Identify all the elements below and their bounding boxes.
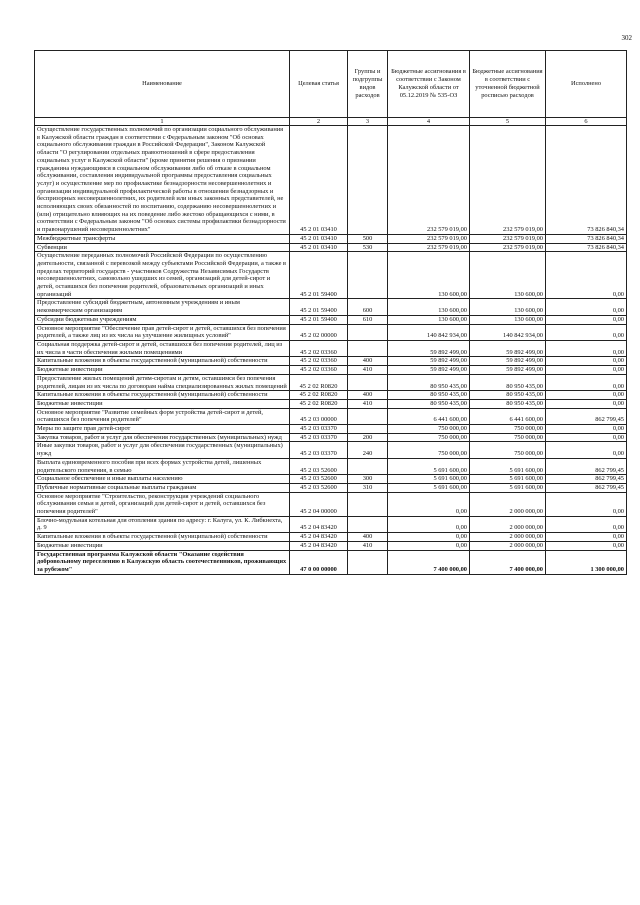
law-amount: 130 600,00 xyxy=(388,299,470,315)
revised-amount: 59 892 499,00 xyxy=(470,340,546,356)
law-amount: 0,00 xyxy=(388,541,470,550)
executed-amount: 0,00 xyxy=(546,340,627,356)
target-code: 45 2 01 59400 xyxy=(290,252,348,299)
header-group: Группы и подгруппы видов расходов xyxy=(348,51,388,118)
executed-amount: 0,00 xyxy=(546,533,627,542)
executed-amount: 862 799,45 xyxy=(546,483,627,492)
group-code: 310 xyxy=(348,483,388,492)
group-code xyxy=(348,252,388,299)
executed-amount: 0,00 xyxy=(546,324,627,340)
target-code: 45 2 04 83420 xyxy=(290,533,348,542)
group-code xyxy=(348,516,388,532)
target-code: 45 2 04 00000 xyxy=(290,492,348,516)
table-row xyxy=(35,357,627,366)
law-amount: 80 950 435,00 xyxy=(388,399,470,408)
row-name: Блочно-модульная котельная для отопления здания по адресу: г. Калуга, ул. К. Либкнехта, д. 9 xyxy=(35,516,290,532)
revised-amount: 232 579 019,00 xyxy=(470,126,546,235)
target-code: 45 2 02 03360 xyxy=(290,366,348,375)
column-number: 3 xyxy=(348,118,388,126)
header-target: Целевая статья xyxy=(290,51,348,118)
revised-amount: 750 000,00 xyxy=(470,433,546,442)
row-name: Капитальные вложения в объекты государственной (муниципальной) собственности xyxy=(35,357,290,366)
executed-amount: 73 826 840,34 xyxy=(546,234,627,243)
table-row xyxy=(35,391,627,400)
target-code: 45 2 03 03370 xyxy=(290,442,348,458)
executed-amount: 0,00 xyxy=(546,442,627,458)
row-name: Бюджетные инвестиции xyxy=(35,541,290,550)
revised-amount: 2 000 000,00 xyxy=(470,533,546,542)
row-name: Основное мероприятие "Обеспечение прав детей-сирот и детей, оставшихся без попечения родителей, а также лиц из их числа на улучшение жилищных условий" xyxy=(35,324,290,340)
group-code: 410 xyxy=(348,399,388,408)
group-code: 410 xyxy=(348,541,388,550)
table-row xyxy=(35,252,627,299)
group-code: 600 xyxy=(348,299,388,315)
executed-amount: 0,00 xyxy=(546,299,627,315)
target-code: 45 2 03 00000 xyxy=(290,408,348,424)
target-code: 45 2 01 03410 xyxy=(290,243,348,252)
table-row xyxy=(35,475,627,484)
revised-amount: 80 950 435,00 xyxy=(470,374,546,390)
table-row xyxy=(35,234,627,243)
group-code: 610 xyxy=(348,315,388,324)
target-code: 45 2 01 03410 xyxy=(290,234,348,243)
target-code: 47 0 00 00000 xyxy=(290,550,348,574)
row-name: Осуществление переданных полномочий Российской Федерации по осуществлению деятельности, связанной с перевозкой между субъектами Российской Федерации, а также в пределах территорий государств - участников Содружества Независимых Государств несовершеннолетних, самовольно ушедших из семей, организаций для детей-сирот и детей, оставшихся без попечения родителей, образовательных организаций и иных организаций xyxy=(35,252,290,299)
law-amount: 5 691 600,00 xyxy=(388,483,470,492)
table-row xyxy=(35,374,627,390)
group-code: 200 xyxy=(348,433,388,442)
revised-amount: 80 950 435,00 xyxy=(470,399,546,408)
revised-amount: 7 400 000,00 xyxy=(470,550,546,574)
target-code: 45 2 03 52600 xyxy=(290,458,348,474)
law-amount: 7 400 000,00 xyxy=(388,550,470,574)
law-amount: 6 441 600,00 xyxy=(388,408,470,424)
table-row xyxy=(35,492,627,516)
executed-amount: 0,00 xyxy=(546,374,627,390)
law-amount: 59 892 499,00 xyxy=(388,340,470,356)
revised-amount: 140 842 934,00 xyxy=(470,324,546,340)
law-amount: 232 579 019,00 xyxy=(388,126,470,235)
revised-amount: 130 600,00 xyxy=(470,252,546,299)
executed-amount: 73 826 840,34 xyxy=(546,243,627,252)
law-amount: 5 691 600,00 xyxy=(388,458,470,474)
table-row xyxy=(35,425,627,434)
group-code: 240 xyxy=(348,442,388,458)
law-amount: 140 842 934,00 xyxy=(388,324,470,340)
law-amount: 0,00 xyxy=(388,492,470,516)
revised-amount: 750 000,00 xyxy=(470,442,546,458)
column-number: 1 xyxy=(35,118,290,126)
revised-amount: 2 000 000,00 xyxy=(470,541,546,550)
target-code: 45 2 02 03360 xyxy=(290,340,348,356)
row-name: Основное мероприятие "Строительство, реконструкция учреждений социального обслуживания семьи и детей, организаций для детей-сирот и детей, оставшихся без попечения родителей" xyxy=(35,492,290,516)
table-row xyxy=(35,340,627,356)
executed-amount: 862 799,45 xyxy=(546,458,627,474)
target-code: 45 2 03 52600 xyxy=(290,475,348,484)
executed-amount: 0,00 xyxy=(546,315,627,324)
target-code: 45 2 01 59400 xyxy=(290,299,348,315)
group-code: 400 xyxy=(348,357,388,366)
group-code xyxy=(348,458,388,474)
table-row xyxy=(35,483,627,492)
target-code: 45 2 02 R0820 xyxy=(290,399,348,408)
law-amount: 59 892 499,00 xyxy=(388,357,470,366)
law-amount: 232 579 019,00 xyxy=(388,243,470,252)
target-code: 45 2 03 03370 xyxy=(290,433,348,442)
executed-amount: 862 799,45 xyxy=(546,408,627,424)
row-name: Иные закупки товаров, работ и услуг для обеспечения государственных (муниципальных) нужд xyxy=(35,442,290,458)
table-row xyxy=(35,315,627,324)
law-amount: 0,00 xyxy=(388,533,470,542)
executed-amount: 0,00 xyxy=(546,252,627,299)
revised-amount: 232 579 019,00 xyxy=(470,243,546,252)
row-name: Межбюджетные трансферты xyxy=(35,234,290,243)
page-number: 302 xyxy=(621,34,632,42)
table-row xyxy=(35,433,627,442)
target-code: 45 2 02 R0820 xyxy=(290,391,348,400)
executed-amount: 0,00 xyxy=(546,366,627,375)
header-row xyxy=(35,51,627,118)
row-name: Социальная поддержка детей-сирот и детей, оставшихся без попечения родителей, лиц из их числа в части обеспечения жилыми помещениями xyxy=(35,340,290,356)
revised-amount: 80 950 435,00 xyxy=(470,391,546,400)
law-amount: 5 691 600,00 xyxy=(388,475,470,484)
target-code: 45 2 04 83420 xyxy=(290,541,348,550)
revised-amount: 5 691 600,00 xyxy=(470,458,546,474)
group-code: 410 xyxy=(348,366,388,375)
column-number: 2 xyxy=(290,118,348,126)
revised-amount: 232 579 019,00 xyxy=(470,234,546,243)
table-row xyxy=(35,243,627,252)
row-name: Основное мероприятие "Развитие семейных форм устройства детей-сирот и детей, оставшихся без попечения родителей" xyxy=(35,408,290,424)
executed-amount: 0,00 xyxy=(546,391,627,400)
group-code: 500 xyxy=(348,234,388,243)
row-name: Субвенции xyxy=(35,243,290,252)
table-row xyxy=(35,533,627,542)
law-amount: 750 000,00 xyxy=(388,433,470,442)
table-row xyxy=(35,399,627,408)
table-row xyxy=(35,408,627,424)
row-name: Осуществление государственных полномочий по организации социального обслуживания в Калужской области граждан в соответствии с Федеральным законом "Об основах социального обслуживания граждан в Российской Федерации", Законом Калужской области "О регулировании отдельных правоотношений в сфере предоставления социальных услуг в Калужской области" (кроме принятия решения о признании гражданина нуждающимся в социальном обслуживании либо об отказе в социальном обслуживании, составления индивидуальной программы предоставления социальных услуг) и осуществление мер по профилактике безнадзорности несовершеннолетних и организации индивидуальной профилактической работы в отношении безнадзорных и беспризорных несовершеннолетних, их родителей или иных законных представителей, не исполняющих своих обязанностей по воспитанию, содержанию несовершеннолетних и (или) отрицательно влияющих на их поведение либо жестоко обращающихся с ними, в соответствии с Федеральным законом "Об основах системы профилактики безнадзорности и правонарушений несовершеннолетних" xyxy=(35,126,290,235)
group-code xyxy=(348,126,388,235)
law-amount: 232 579 019,00 xyxy=(388,234,470,243)
group-code xyxy=(348,550,388,574)
revised-amount: 59 892 499,00 xyxy=(470,366,546,375)
header-law: Бюджетные ассигнования в соответствии с Законом Калужской области от 05.12.2019 № 535-ОЗ xyxy=(388,51,470,118)
table-row xyxy=(35,516,627,532)
revised-amount: 2 000 000,00 xyxy=(470,516,546,532)
group-code: 400 xyxy=(348,391,388,400)
table-row xyxy=(35,541,627,550)
table-row xyxy=(35,550,627,574)
row-name: Капитальные вложения в объекты государственной (муниципальной) собственности xyxy=(35,533,290,542)
row-name: Предоставление субсидий бюджетным, автономным учреждениям и иным некоммерческим организациям xyxy=(35,299,290,315)
column-number: 4 xyxy=(388,118,470,126)
table-row xyxy=(35,442,627,458)
row-name: Бюджетные инвестиции xyxy=(35,399,290,408)
group-code: 530 xyxy=(348,243,388,252)
law-amount: 59 892 499,00 xyxy=(388,366,470,375)
executed-amount: 0,00 xyxy=(546,541,627,550)
row-name: Капитальные вложения в объекты государственной (муниципальной) собственности xyxy=(35,391,290,400)
law-amount: 80 950 435,00 xyxy=(388,391,470,400)
revised-amount: 59 892 499,00 xyxy=(470,357,546,366)
group-code xyxy=(348,324,388,340)
group-code xyxy=(348,492,388,516)
column-number: 6 xyxy=(546,118,627,126)
target-code: 45 2 01 03410 xyxy=(290,126,348,235)
executed-amount: 862 799,45 xyxy=(546,475,627,484)
executed-amount: 0,00 xyxy=(546,433,627,442)
row-name: Предоставление жилых помещений детям-сиротам и детям, оставшимся без попечения родителей, лицам из их числа по договорам найма специализированных жилых помещений xyxy=(35,374,290,390)
row-name: Социальное обеспечение и иные выплаты населению xyxy=(35,475,290,484)
executed-amount: 0,00 xyxy=(546,399,627,408)
revised-amount: 130 600,00 xyxy=(470,315,546,324)
target-code: 45 2 02 00000 xyxy=(290,324,348,340)
table-row xyxy=(35,366,627,375)
group-code: 300 xyxy=(348,475,388,484)
row-name: Государственная программа Калужской области "Оказание содействия добровольному переселению в Калужскую область соотечественников, проживающих за рубежом" xyxy=(35,550,290,574)
budget-table xyxy=(34,50,627,575)
group-code: 400 xyxy=(348,533,388,542)
law-amount: 750 000,00 xyxy=(388,442,470,458)
executed-amount: 0,00 xyxy=(546,492,627,516)
column-numbers-row xyxy=(35,118,627,126)
revised-amount: 5 691 600,00 xyxy=(470,483,546,492)
revised-amount: 6 441 600,00 xyxy=(470,408,546,424)
target-code: 45 2 03 03370 xyxy=(290,425,348,434)
row-name: Бюджетные инвестиции xyxy=(35,366,290,375)
header-name: Наименование xyxy=(35,51,290,118)
revised-amount: 130 600,00 xyxy=(470,299,546,315)
group-code xyxy=(348,425,388,434)
table-row xyxy=(35,299,627,315)
target-code: 45 2 02 03360 xyxy=(290,357,348,366)
executed-amount: 1 300 000,00 xyxy=(546,550,627,574)
table-row xyxy=(35,458,627,474)
law-amount: 750 000,00 xyxy=(388,425,470,434)
target-code: 45 2 02 R0820 xyxy=(290,374,348,390)
table-row xyxy=(35,126,627,235)
row-name: Субсидии бюджетным учреждениям xyxy=(35,315,290,324)
revised-amount: 2 000 000,00 xyxy=(470,492,546,516)
revised-amount: 750 000,00 xyxy=(470,425,546,434)
executed-amount: 0,00 xyxy=(546,425,627,434)
header-exec: Исполнено xyxy=(546,51,627,118)
group-code xyxy=(348,340,388,356)
row-name: Публичные нормативные социальные выплаты гражданам xyxy=(35,483,290,492)
revised-amount: 5 691 600,00 xyxy=(470,475,546,484)
group-code xyxy=(348,374,388,390)
law-amount: 130 600,00 xyxy=(388,252,470,299)
law-amount: 0,00 xyxy=(388,516,470,532)
target-code: 45 2 01 59400 xyxy=(290,315,348,324)
header-revised: Бюджетные ассигнования в соответствии с уточненной бюджетной росписью расходов xyxy=(470,51,546,118)
row-name: Меры по защите прав детей-сирот xyxy=(35,425,290,434)
target-code: 45 2 03 52600 xyxy=(290,483,348,492)
executed-amount: 0,00 xyxy=(546,516,627,532)
row-name: Выплата единовременного пособия при всех формах устройства детей, лишенных родительского попечения, в семью xyxy=(35,458,290,474)
group-code xyxy=(348,408,388,424)
table-row xyxy=(35,324,627,340)
row-name: Закупка товаров, работ и услуг для обеспечения государственных (муниципальных) нужд xyxy=(35,433,290,442)
law-amount: 80 950 435,00 xyxy=(388,374,470,390)
column-number: 5 xyxy=(470,118,546,126)
target-code: 45 2 04 83420 xyxy=(290,516,348,532)
executed-amount: 73 826 840,34 xyxy=(546,126,627,235)
executed-amount: 0,00 xyxy=(546,357,627,366)
law-amount: 130 600,00 xyxy=(388,315,470,324)
